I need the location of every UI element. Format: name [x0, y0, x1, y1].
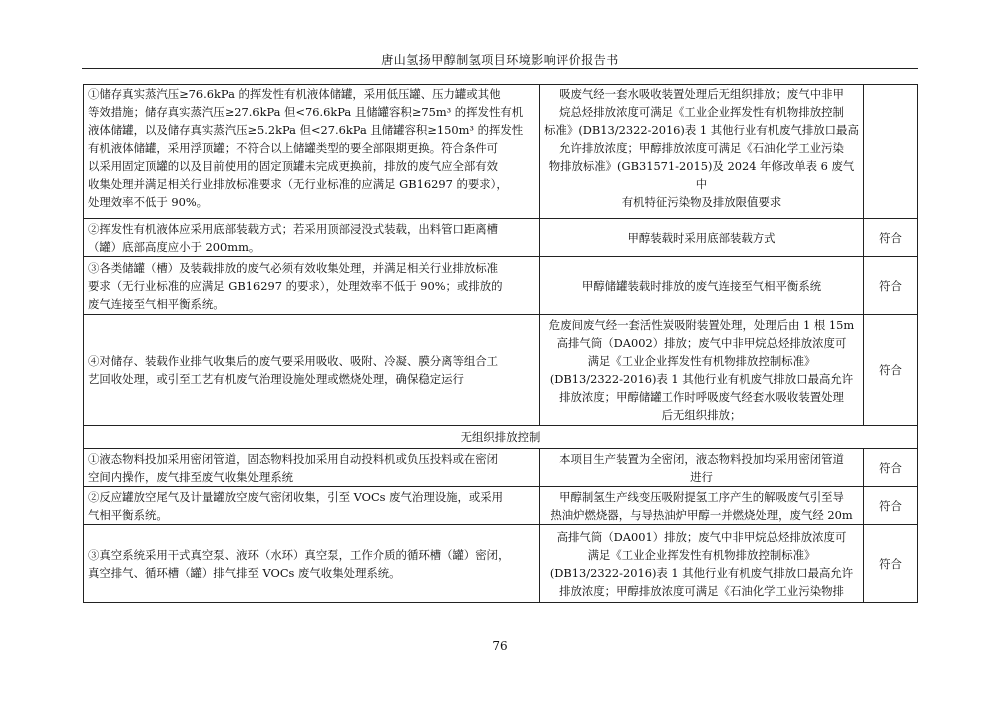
table-row	[84, 525, 918, 603]
measure-cell: 高排气筒（DA001）排放；废气中非甲烷总烃排放浓度可 满足《工业企业挥发性有机物排放控制标准》 (DB13/2322-2016)表 1 其他行业有机废气排放口最高允许 排放浓度；甲醇排放浓度可满足《石油化学工业污染物排	[540, 525, 864, 603]
conclusion-cell: 符合	[864, 257, 918, 315]
measure-cell: 吸废气经一套水吸收装置处理后无组织排放；废气中非甲 烷总烃排放浓度可满足《工业企业挥发性有机物排放控制 标准》(DB13/2322-2016)表 1 其他行业有机废气排放口最高 允许排放浓度；甲醇排放浓度可满足《石油化学工业污染 物排放标准》(GB31571-2015)及 2024 年修改单表 6 废气中 有机特征污染物及排放限值要求	[540, 85, 864, 219]
conclusion-cell: 符合	[864, 449, 918, 487]
page-number: 76	[492, 639, 508, 653]
conclusion-cell: 符合	[864, 219, 918, 257]
conclusion-cell: 符合	[864, 315, 918, 426]
measure-cell: 甲醇制氢生产线变压吸附提氢工序产生的解吸废气引至导 热油炉燃烧器，与导热油炉甲醇一并燃烧处理，废气经 20m	[540, 487, 864, 525]
requirement-cell: ③真空系统采用干式真空泵、液环（水环）真空泵，工作介质的循环槽（罐）密闭， 真空排气、循环槽（罐）排气排至 VOCs 废气收集处理系统。	[84, 525, 540, 603]
compliance-table	[83, 84, 918, 603]
header-divider	[82, 68, 918, 69]
requirement-cell: ②反应罐放空尾气及计量罐放空废气密闭收集，引至 VOCs 废气治理设施，或采用 气相平衡系统。	[84, 487, 540, 525]
report-header-title: 唐山氢扬甲醇制氢项目环境影响评价报告书	[381, 53, 619, 67]
measure-cell: 本项目生产装置为全密闭，液态物料投加均采用密闭管道 进行	[540, 449, 864, 487]
requirement-cell: ③各类储罐（槽）及装载排放的废气必须有效收集处理，并满足相关行业排放标准 要求（无行业标准的应满足 GB16297 的要求），处理效率不低于 90%；或排放的 废气连接至气相平衡系统。	[84, 257, 540, 315]
section-row	[84, 426, 918, 449]
measure-cell: 甲醇储罐装载时排放的废气连接至气相平衡系统	[540, 257, 864, 315]
table-row	[84, 85, 918, 219]
table-row	[84, 449, 918, 487]
requirement-cell: ①储存真实蒸汽压≥76.6kPa 的挥发性有机液体储罐，采用低压罐、压力罐或其他 等效措施；储存真实蒸汽压≥27.6kPa 但<76.6kPa 且储罐容积≥75m³ 的挥发性有机 液体储罐，以及储存真实蒸汽压≥5.2kPa 但<27.6kPa 且储罐容积≥150m³ 的挥发性 有机液体储罐，采用浮顶罐；不符合以上储罐类型的要全部限期更换。符合条件可 以采用固定顶罐的以及目前使用的固定顶罐未完成更换前，排放的废气应全部有效 收集处理并满足相关行业排放标准要求（无行业标准的应满足 GB16297 的要求）， 处理效率不低于 90%。	[84, 85, 540, 219]
requirement-cell: ②挥发性有机液体应采用底部装载方式；若采用顶部浸没式装载，出料管口距离槽 （罐）底部高度应小于 200mm。	[84, 219, 540, 257]
table-row	[84, 219, 918, 257]
conclusion-cell	[864, 85, 918, 219]
table-row	[84, 257, 918, 315]
measure-cell: 甲醇装载时采用底部装载方式	[540, 219, 864, 257]
table-row	[84, 487, 918, 525]
measure-cell: 危废间废气经一套活性炭吸附装置处理，处理后由 1 根 15m 高排气筒（DA002）排放；废气中非甲烷总烃排放浓度可 满足《工业企业挥发性有机物排放控制标准》 (DB13/2322-2016)表 1 其他行业有机废气排放口最高允许 排放浓度；甲醇储罐工作时呼吸废气经套水吸收装置处理 后无组织排放；	[540, 315, 864, 426]
requirement-cell: ④对储存、装载作业排气收集后的废气要采用吸收、吸附、冷凝、膜分离等组合工 艺回收处理，或引至工艺有机废气治理设施处理或燃烧处理，确保稳定运行	[84, 315, 540, 426]
conclusion-cell: 符合	[864, 525, 918, 603]
section-title: 无组织排放控制	[84, 426, 918, 449]
conclusion-cell: 符合	[864, 487, 918, 525]
table-row	[84, 315, 918, 426]
requirement-cell: ①液态物料投加采用密闭管道，固态物料投加采用自动投料机或负压投料或在密闭 空间内操作，废气排至废气收集处理系统	[84, 449, 540, 487]
